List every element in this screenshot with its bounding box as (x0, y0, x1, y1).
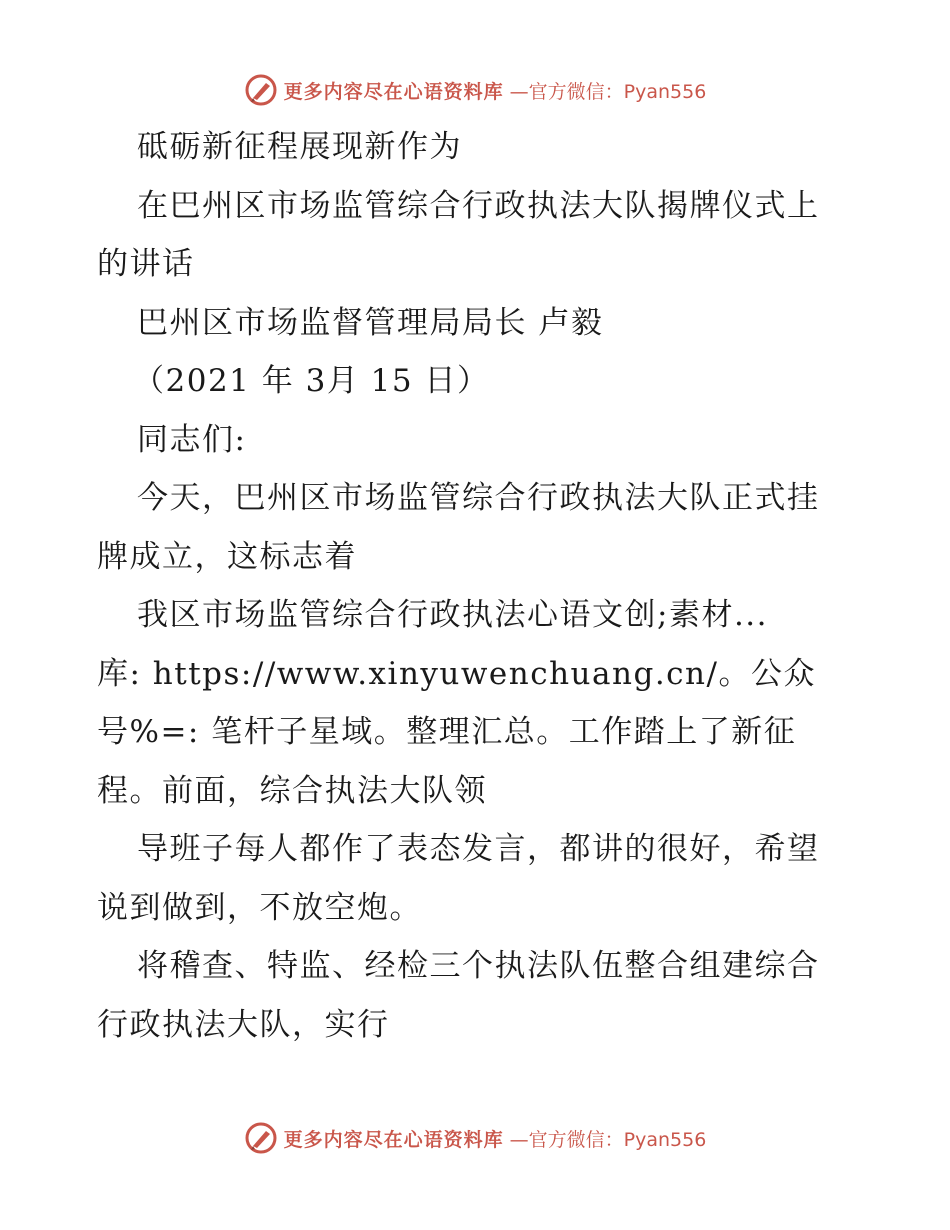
paragraph-line: 行政执法大队，实行 (97, 1006, 390, 1043)
doc-date: （2021 年 3月 15 日） (133, 363, 490, 399)
paragraph-line: 我区市场监管综合行政执法心语文创;素材... (137, 597, 769, 633)
paragraph-line: 说到做到，不放空炮。 (97, 889, 422, 926)
document-body (97, 118, 857, 1054)
watermark-sub-text: —官方微信：Pyan556 (509, 1128, 707, 1151)
watermark-sub-text: —官方微信：Pyan556 (509, 80, 707, 103)
watermark-header (0, 70, 950, 110)
paragraph-line: 今天，巴州区市场监管综合行政执法大队正式挂 (137, 480, 820, 516)
paragraph-line: 将稽查、特监、经检三个执法队伍整合组建综合 (137, 948, 820, 984)
paragraph-line: 库: https://www.xinyuwenchuang.cn/。公众 (97, 655, 816, 692)
watermark-main-text: 更多内容尽在心语资料库 (283, 1128, 504, 1151)
paragraph-line: 号%=: 笔杆子星域。整理汇总。工作踏上了新征 (97, 714, 797, 750)
doc-title: 砥砺新征程展现新作为 (137, 129, 462, 165)
paragraph-line: 牌成立，这标志着 (97, 538, 357, 575)
doc-subtitle-line-1: 在巴州区市场监管综合行政执法大队揭牌仪式上 (137, 187, 820, 224)
watermark-footer (0, 1118, 950, 1158)
pen-circle-logo-icon (244, 73, 278, 107)
paragraph-line: 导班子每人都作了表态发言，都讲的很好，希望 (137, 831, 820, 867)
pen-circle-logo-icon (244, 1121, 278, 1155)
doc-author: 巴州区市场监督管理局局长 卢毅 (137, 304, 604, 341)
doc-subtitle-line-2: 的讲话 (97, 246, 195, 282)
watermark-main-text: 更多内容尽在心语资料库 (283, 80, 504, 103)
doc-salutation: 同志们: (137, 421, 247, 458)
paragraph-line: 程。前面，综合执法大队领 (97, 772, 487, 809)
